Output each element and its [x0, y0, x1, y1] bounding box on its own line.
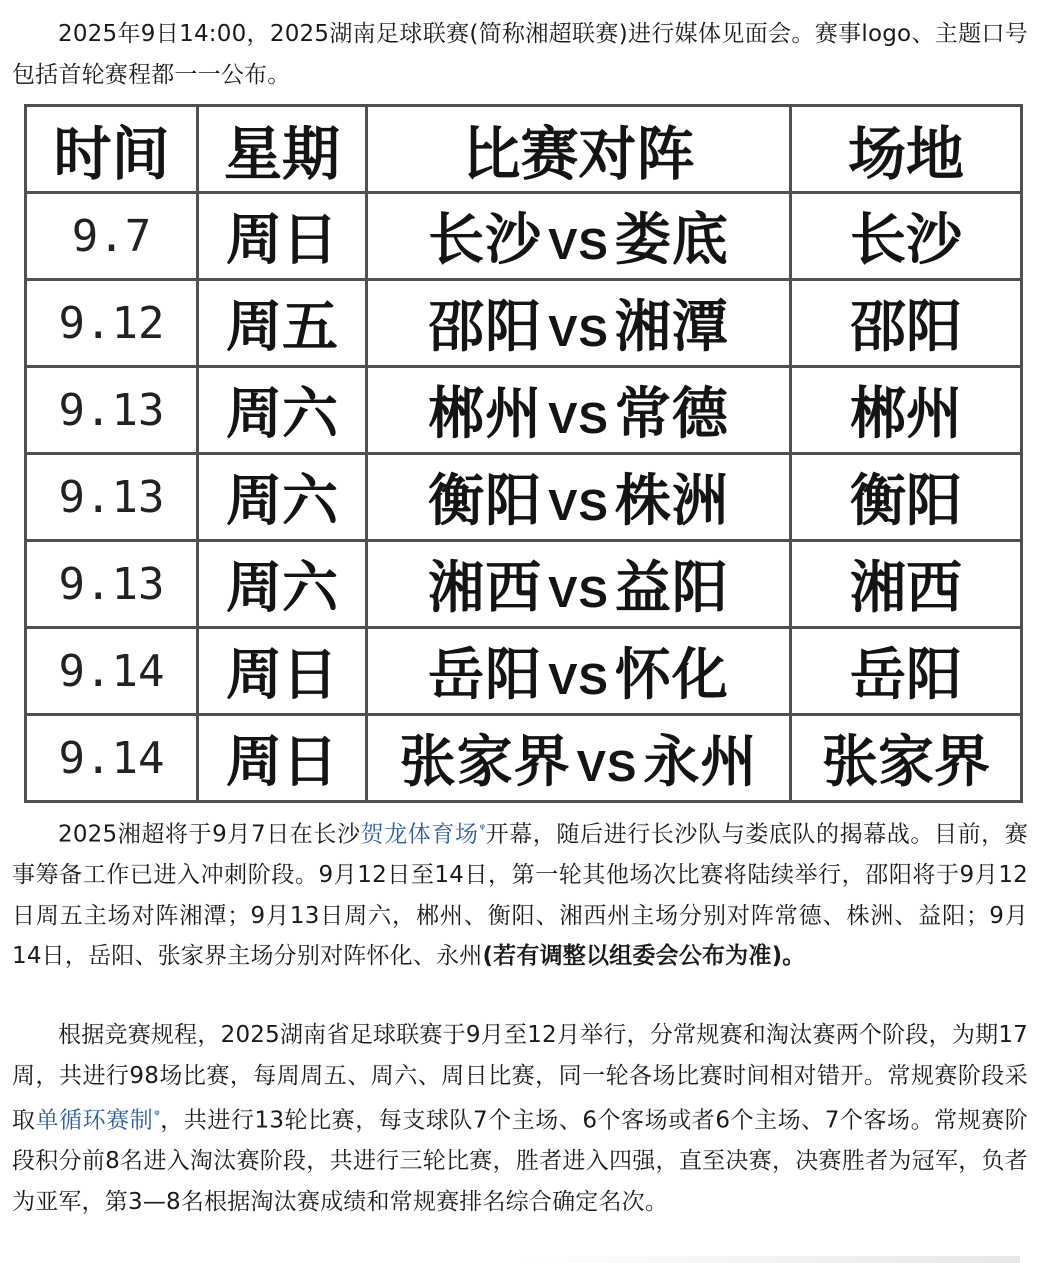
vs-label: VS: [576, 742, 638, 791]
intro-paragraph: [12, 14, 1028, 95]
match-venue: 岳阳: [791, 628, 1022, 715]
match-venue: 湘西: [791, 541, 1022, 628]
match-date: 9.14: [26, 628, 198, 715]
match-venue: 衡阳: [791, 454, 1022, 541]
table-row: [26, 367, 1022, 454]
table-row: [26, 454, 1022, 541]
vs-label: VS: [548, 568, 609, 617]
vs-label: VS: [548, 655, 609, 704]
away-team: 湘潭: [614, 295, 729, 360]
match-weekday: 周六: [198, 367, 367, 454]
match-teams: [367, 628, 791, 715]
vs-label: VS: [548, 307, 609, 356]
home-team: 张家界: [399, 730, 571, 795]
match-date: 9.7: [26, 193, 198, 280]
round-robin-link[interactable]: 单循环赛制: [35, 1107, 154, 1134]
rules-text-2: ，共进行13轮比赛，每支球队7个主场、6个客场或者6个主场、7个客场。常规赛阶段积分前8名进入淘汰赛阶段，共进行三轮比赛，胜者进入四强，直至决赛，决赛胜者为冠军，负者为亚军，第3—8名根据淘汰赛成绩和常规赛排名综合确定名次。: [12, 1107, 1029, 1215]
match-teams: [367, 454, 791, 541]
search-icon[interactable]: ᵠ: [154, 1108, 160, 1123]
home-team: 长沙: [428, 208, 543, 273]
match-teams: [367, 280, 791, 367]
home-team: 郴州: [428, 382, 543, 447]
intro-text: 2025年9日14:00，2025湖南足球联赛(简称湘超联赛)进行媒体见面会。赛事logo、主题口号包括首轮赛程都一一公布。: [12, 21, 1028, 88]
table-row: [26, 193, 1022, 280]
bottom-divider: [520, 1256, 1020, 1263]
match-venue: 长沙: [791, 193, 1022, 280]
table-row: [26, 541, 1022, 628]
match-weekday: 周六: [198, 541, 367, 628]
match-venue: 郴州: [791, 367, 1022, 454]
vs-label: VS: [548, 394, 609, 443]
header-matchup: 比赛对阵: [367, 106, 791, 193]
schedule-table: [24, 104, 1023, 803]
opening-paragraph: [12, 810, 1028, 977]
header-weekday: 星期: [198, 106, 367, 193]
match-teams: [367, 715, 791, 802]
table-row: [26, 280, 1022, 367]
away-team: 益阳: [614, 556, 729, 621]
match-weekday: 周日: [198, 628, 367, 715]
home-team: 邵阳: [428, 295, 543, 360]
rules-paragraph: [12, 1015, 1028, 1222]
opening-text-1: 2025湘超将于9月7日在长沙: [58, 821, 361, 848]
organizer-note: (若有调整以组委会公布为准)。: [482, 943, 806, 970]
match-teams: [367, 541, 791, 628]
vs-label: VS: [548, 220, 609, 269]
table-row: [26, 715, 1022, 802]
match-weekday: 周六: [198, 454, 367, 541]
home-team: 湘西: [428, 556, 543, 621]
home-team: 岳阳: [428, 643, 543, 708]
match-date: 9.12: [26, 280, 198, 367]
match-weekday: 周五: [198, 280, 367, 367]
match-date: 9.13: [26, 454, 198, 541]
rules-text-1: 根据竞赛规程，2025湖南省足球联赛于9月至12月举行，分常规赛和淘汰赛两个阶段，为期17周，共进行98场比赛，每周周五、周六、周日比赛，同一轮各场比赛时间相对错开。常规赛阶段采取: [12, 1022, 1028, 1134]
home-team: 衡阳: [428, 469, 543, 534]
schedule-header-row: [26, 106, 1022, 193]
header-time: 时间: [26, 106, 198, 193]
header-venue: 场地: [791, 106, 1022, 193]
match-teams: [367, 193, 791, 280]
match-teams: [367, 367, 791, 454]
match-date: 9.13: [26, 541, 198, 628]
match-date: 9.13: [26, 367, 198, 454]
opening-text-2: 开幕，随后进行长沙队与娄底队的揭幕战。目前，赛事筹备工作已进入冲刺阶段。9月12日至14日，第一轮其他场次比赛将陆续举行，邵阳将于9月12日周五主场对阵湘潭；9月13日周六，郴州、衡阳、湘西州主场分别对阵常德、株洲、益阳；9月14日，岳阳、张家界主场分别对阵怀化、永州: [12, 821, 1028, 970]
vs-label: VS: [548, 481, 609, 530]
match-venue: 邵阳: [791, 280, 1022, 367]
away-team: 常德: [614, 382, 729, 447]
match-date: 9.14: [26, 715, 198, 802]
search-icon[interactable]: ᵠ: [479, 822, 486, 837]
away-team: 娄底: [614, 208, 729, 273]
match-weekday: 周日: [198, 193, 367, 280]
match-weekday: 周日: [198, 715, 367, 802]
table-row: [26, 628, 1022, 715]
venue-link[interactable]: 贺龙体育场: [360, 821, 479, 848]
away-team: 永州: [643, 730, 758, 795]
schedule-table-image: [22, 100, 1020, 798]
match-venue: 张家界: [791, 715, 1022, 802]
away-team: 怀化: [614, 643, 729, 708]
away-team: 株洲: [614, 469, 729, 534]
